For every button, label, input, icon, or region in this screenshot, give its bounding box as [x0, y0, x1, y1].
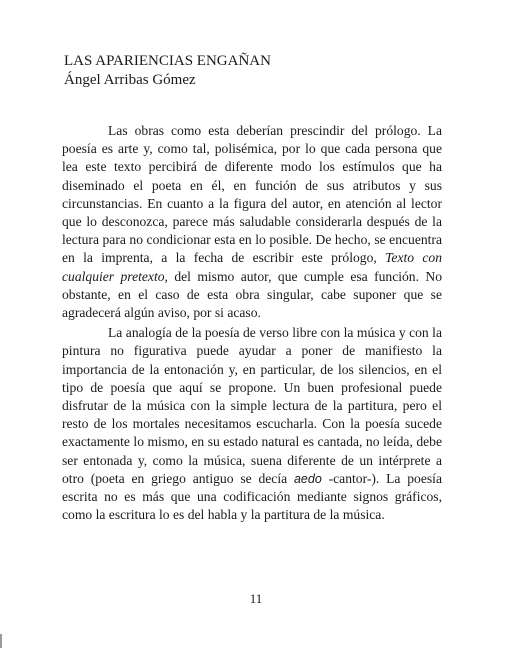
paragraph-1-text-b: , del mismo autor, que cumple esa función. No obstante, en el caso de esta obra singular, cabe suponer que se agradecerá algún aviso, por si acaso. — [62, 268, 442, 321]
page-number: 11 — [249, 591, 263, 606]
referenced-book-title: Texto con cualquier pretexto — [62, 250, 442, 284]
scan-edge-mark — [0, 634, 2, 648]
author-name: Ángel Arribas Gómez — [64, 72, 196, 88]
greek-term: aedo — [293, 471, 322, 486]
paragraph-2 — [62, 324, 442, 524]
paragraph-2-text-a: La analogía de la poesía de verso libre con la música y con la pintura no figurativa puede ayudar a poner de manifiesto la importancia de la entonación y, en particular, de los silencios, en el tipo de poesía que aquí se propone. Un buen profesional puede disfrutar de la música con la simple lectura de la partitura, pero el resto de los mortales necesitamos escucharla. Con la poesía sucede exactamente lo mismo, en su estado natural es cantada, no leída, debe ser entonada y, como la música, suena diferente de un intérprete a otro (poeta en griego antiguo se decía — [62, 325, 442, 486]
prologue-text — [62, 122, 442, 526]
page-header — [64, 52, 271, 90]
paragraph-1 — [62, 122, 442, 322]
paragraph-2-text-b: -cantor-). La poesía escrita no es más que una codificación mediante signos gráficos, como la escritura lo es del habla y la partitura de la música. — [62, 470, 442, 523]
book-title: LAS APARIENCIAS ENGAÑAN — [64, 53, 271, 69]
paragraph-1-text-a: Las obras como esta deberían prescindir del prólogo. La poesía es arte y, como tal, polisémica, por lo que cada persona que lea este texto percibirá de diferente modo los estímulos que ha diseminado el poeta en él, en función de sus atributos y sus circunstancias. En cuanto a la figura del autor, en atención al lector que lo desconozca, parece más saludable considerarla después de la lectura para no condicionar esta en lo posible. De hecho, se encuentra en la imprenta, a la fecha de escribir este prólogo, — [62, 123, 442, 266]
